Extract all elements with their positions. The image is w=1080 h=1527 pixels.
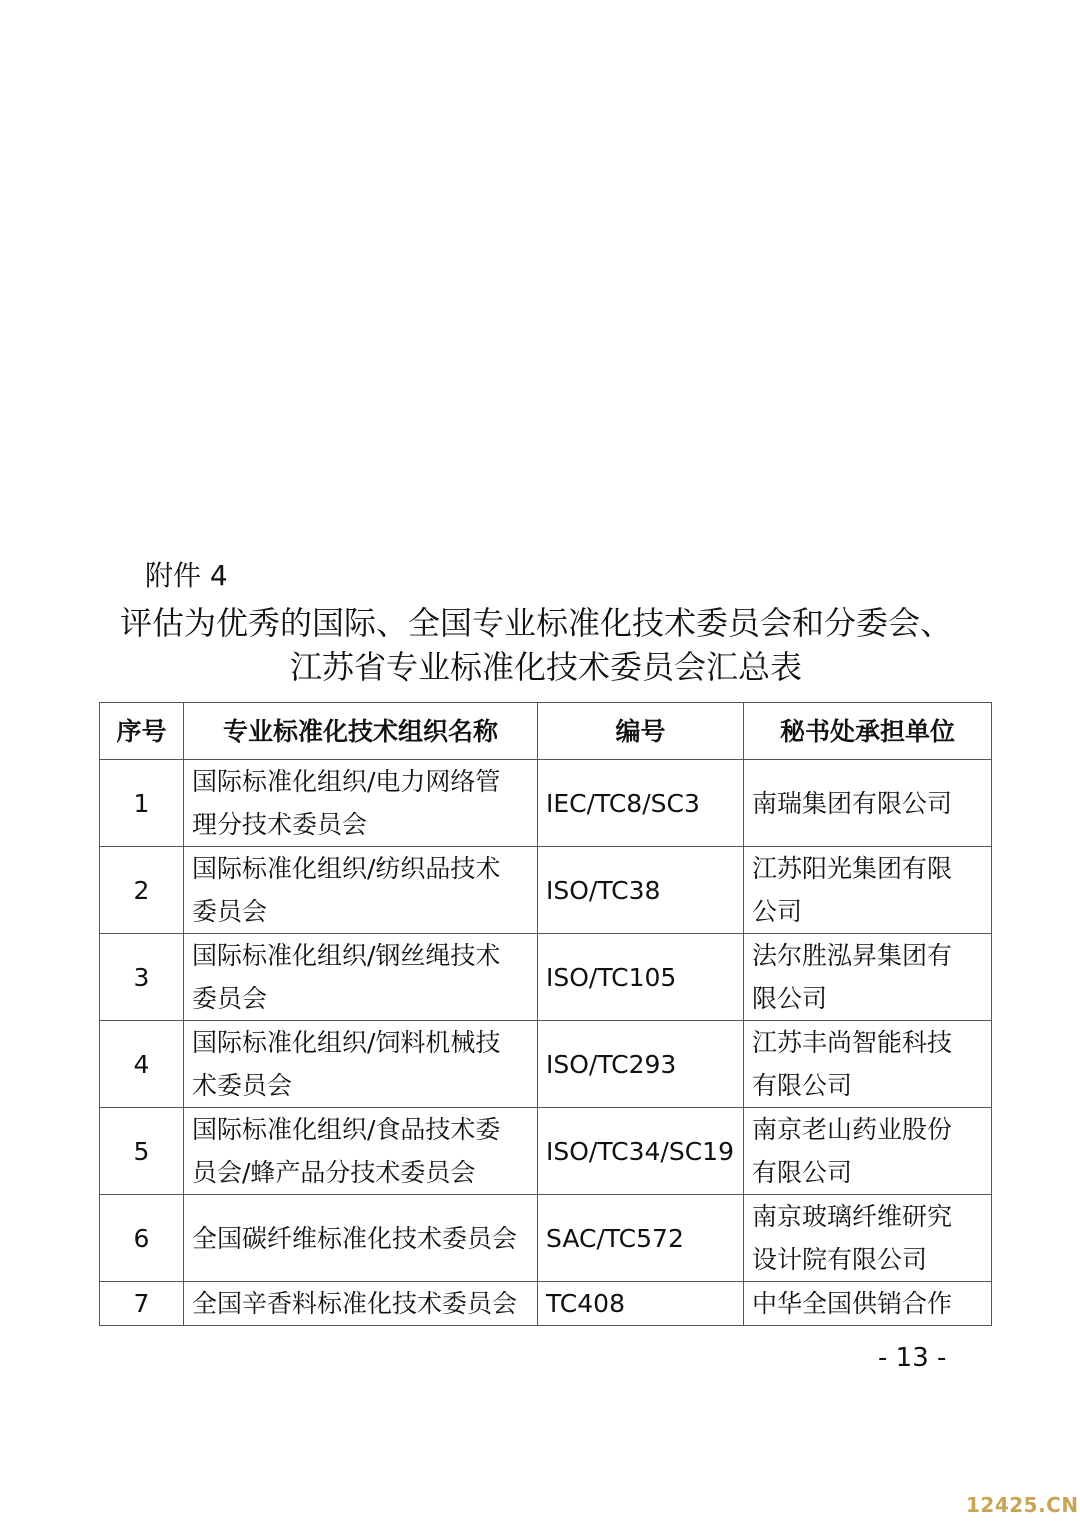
header-org-name: 专业标准化技术组织名称 [184, 703, 538, 760]
org-name-line: 国际标准化组织/钢丝绳技术 [192, 941, 501, 970]
page-number: - 13 - [878, 1343, 947, 1373]
row-index: 7 [100, 1282, 184, 1326]
row-secretariat [744, 847, 992, 934]
row-index: 3 [100, 934, 184, 1021]
row-code: ISO/TC105 [538, 934, 744, 1021]
row-code: IEC/TC8/SC3 [538, 760, 744, 847]
row-secretariat [744, 1021, 992, 1108]
org-name-line: 国际标准化组织/电力网络管 [192, 767, 501, 796]
org-name-line: 国际标准化组织/纺织品技术 [192, 854, 501, 883]
org-name-line: 员会/蜂产品分技术委员会 [192, 1158, 476, 1187]
org-name-line: 术委员会 [192, 1071, 293, 1100]
row-index: 1 [100, 760, 184, 847]
org-name-line: 国际标准化组织/饲料机械技 [192, 1028, 501, 1057]
table-row [100, 847, 992, 934]
table-header-row [100, 703, 992, 760]
row-secretariat [744, 1108, 992, 1195]
table-row [100, 934, 992, 1021]
secretariat-line: 限公司 [752, 984, 828, 1013]
summary-table [99, 702, 992, 1326]
org-name-line: 委员会 [192, 984, 268, 1013]
row-index: 5 [100, 1108, 184, 1195]
row-index: 6 [100, 1195, 184, 1282]
row-code: SAC/TC572 [538, 1195, 744, 1282]
secretariat-line: 江苏阳光集团有限 [752, 854, 953, 883]
row-org-name [184, 1021, 538, 1108]
secretariat-line: 南京老山药业股份 [752, 1115, 953, 1144]
org-name-line: 全国辛香料标准化技术委员会 [192, 1289, 518, 1318]
row-org-name [184, 1282, 538, 1326]
document-title-line-1: 评估为优秀的国际、全国专业标准化技术委员会和分委会、 [119, 604, 952, 642]
table-row [100, 1021, 992, 1108]
secretariat-line: 中华全国供销合作 [752, 1289, 953, 1318]
row-secretariat [744, 1195, 992, 1282]
row-org-name [184, 760, 538, 847]
secretariat-line: 公司 [752, 897, 803, 926]
secretariat-line: 南瑞集团有限公司 [752, 788, 953, 818]
row-code: ISO/TC293 [538, 1021, 744, 1108]
org-name-line: 理分技术委员会 [192, 810, 368, 839]
table-row [100, 760, 992, 847]
secretariat-line: 有限公司 [752, 1071, 853, 1100]
row-code: ISO/TC38 [538, 847, 744, 934]
secretariat-line: 法尔胜泓昇集团有 [752, 941, 953, 970]
secretariat-line: 南京玻璃纤维研究 [752, 1202, 953, 1231]
secretariat-line: 设计院有限公司 [752, 1245, 928, 1274]
header-secretariat: 秘书处承担单位 [744, 703, 992, 760]
table-row [100, 1195, 992, 1282]
site-watermark: 12425.CN [966, 1493, 1079, 1517]
row-org-name [184, 934, 538, 1021]
header-index: 序号 [100, 703, 184, 760]
row-code: ISO/TC34/SC19 [538, 1108, 744, 1195]
org-name-line: 全国碳纤维标准化技术委员会 [192, 1223, 518, 1253]
row-org-name [184, 1108, 538, 1195]
secretariat-line: 江苏丰尚智能科技 [752, 1028, 953, 1057]
table-row [100, 1282, 992, 1326]
row-secretariat [744, 1282, 992, 1326]
row-secretariat [744, 760, 992, 847]
row-secretariat [744, 934, 992, 1021]
row-org-name [184, 1195, 538, 1282]
org-name-line: 委员会 [192, 897, 268, 926]
row-org-name [184, 847, 538, 934]
row-index: 4 [100, 1021, 184, 1108]
document-title-line-2: 江苏省专业标准化技术委员会汇总表 [289, 648, 802, 686]
header-code: 编号 [538, 703, 744, 760]
secretariat-line: 有限公司 [752, 1158, 853, 1187]
table-row [100, 1108, 992, 1195]
attachment-label: 附件 4 [145, 559, 228, 592]
org-name-line: 国际标准化组织/食品技术委 [192, 1115, 501, 1144]
row-index: 2 [100, 847, 184, 934]
row-code: TC408 [538, 1282, 744, 1326]
